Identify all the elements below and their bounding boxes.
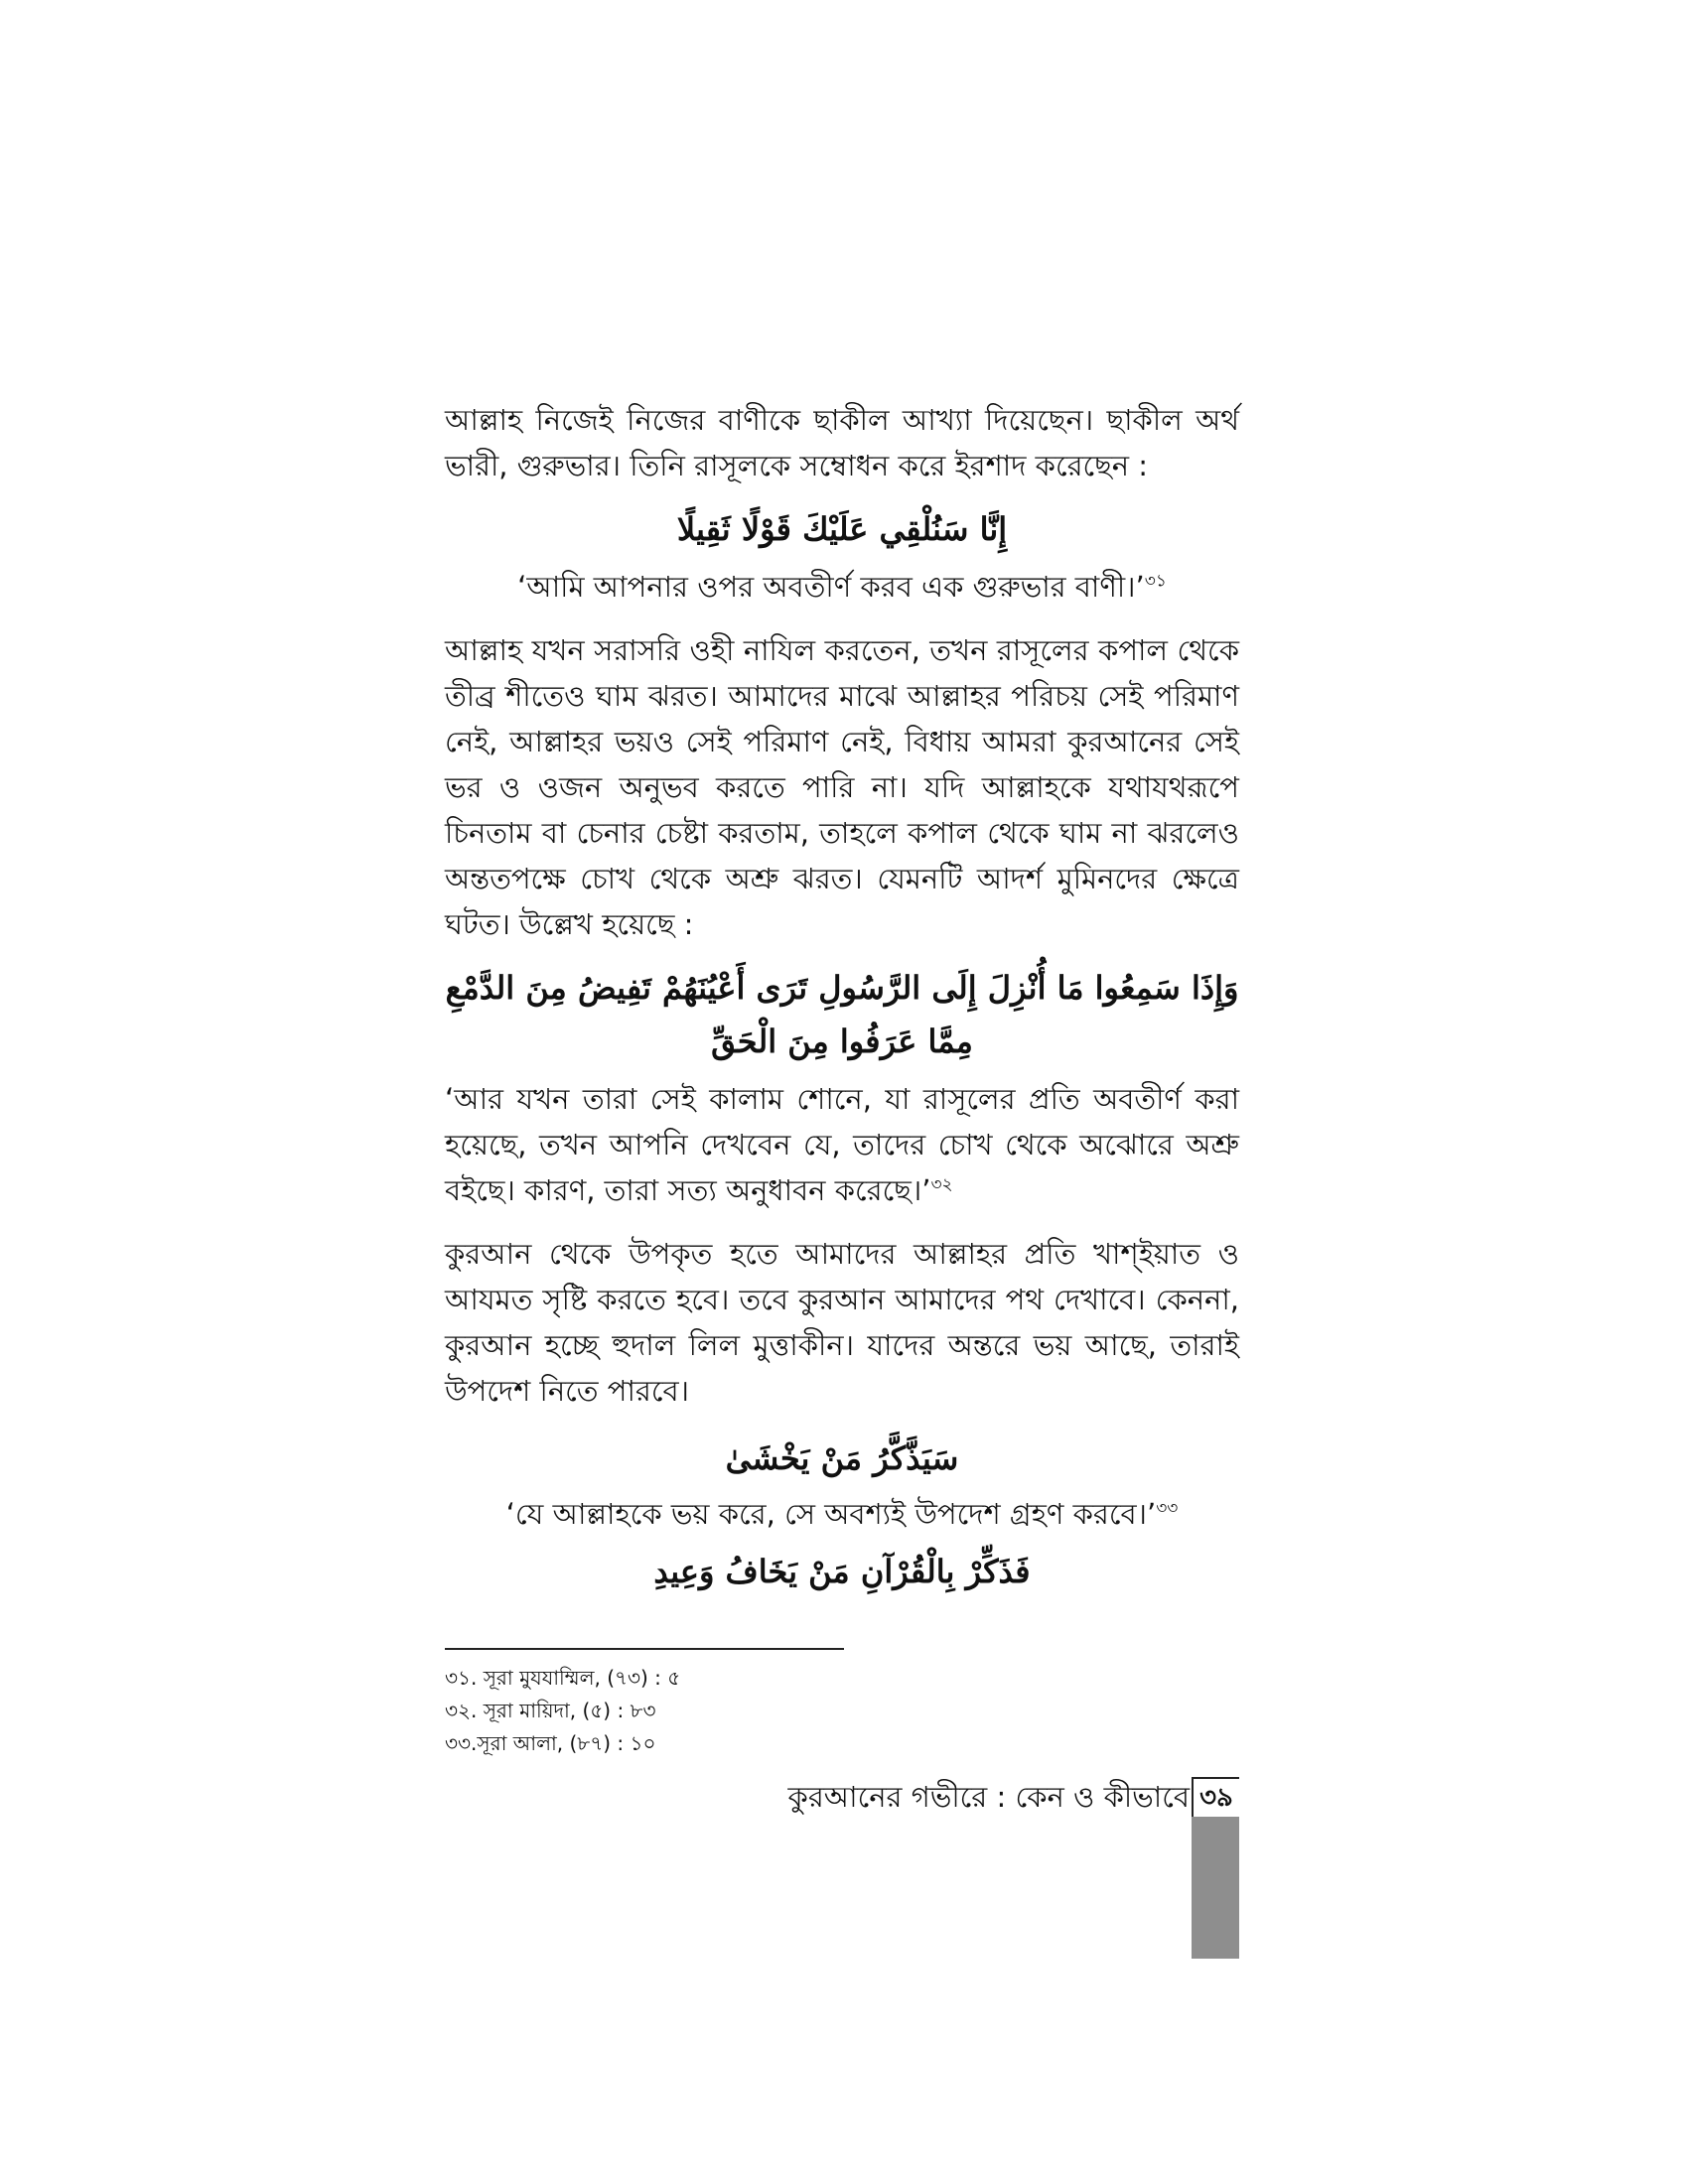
running-title: কুরআনের গভীরে : কেন ও কীভাবে xyxy=(787,1780,1190,1814)
quote-1 xyxy=(445,564,1239,610)
footnote-divider xyxy=(445,1648,844,1650)
arabic-verse-3: سَيَذَّكَّرُ مَنْ يَخْشَىٰ xyxy=(725,1439,959,1477)
quote-3-text: ‘যে আল্লাহকে ভয় করে, সে অবশ্যই উপদেশ গ্রহণ করবে।’ xyxy=(505,1497,1157,1531)
quote-3 xyxy=(445,1491,1239,1537)
paragraph-2: আল্লাহ যখন সরাসরি ওহী নাযিল করতেন, তখন রাসূলের কপাল থেকে তীব্র শীতেও ঘাম ঝরত। আমাদের মাঝে আল্লাহর পরিচয় সেই পরিমাণ নেই, আল্লাহর ভয়ও সেই পরিমাণ নেই, বিধায় আমরা কুরআনের সেই ভর ও ওজন অনুভব করতে পারি না। যদি আল্লাহকে যথাযথরূপে চিনতাম বা চেনার চেষ্টা করতাম, তাহলে কপাল থেকে ঘাম না ঝরলেও অন্ততপক্ষে চোখ থেকে অশ্রু ঝরত। যেমনটি আদর্শ মুমিনদের ক্ষেত্রে ঘটত। উল্লেখ হয়েছে : xyxy=(445,633,1239,941)
footnote-ref-33: ৩৩ xyxy=(1156,1498,1179,1519)
page-body xyxy=(445,397,1239,1598)
arabic-verse-2: وَإِذَا سَمِعُوا مَا أُنْزِلَ إِلَى الرَّسُولِ تَرَى أَعْيُنَهُمْ تَفِيضُ مِنَ الدَّمْعِ مِمَّا عَرَفُوا مِنَ الْحَقِّ xyxy=(445,969,1239,1060)
footnote-ref-31: ৩১ xyxy=(1144,571,1167,592)
footnote-32: ৩২. সূরা মায়িদা, (৫) : ৮৩ xyxy=(445,1699,656,1722)
footnote-ref-32: ৩২ xyxy=(930,1174,953,1195)
quote-1-text: ‘আমি আপনার ওপর অবতীর্ণ করব এক গুরুভার বাণী।’ xyxy=(517,570,1145,604)
paragraph-3-text: ‘আর যখন তারা সেই কালাম শোনে, যা রাসূলের প্রতি অবতীর্ণ করা হয়েছে, তখন আপনি দেখবেন যে, তাদের চোখ থেকে অঝোরে অশ্রু বইছে। কারণ, তারা সত্য অনুধাবন করেছে।’ xyxy=(445,1082,1239,1207)
paragraph-3 xyxy=(445,1076,1239,1213)
thumb-tab xyxy=(1192,1817,1239,1959)
arabic-verse-1: إِنَّا سَنُلْقِي عَلَيْكَ قَوْلًا ثَقِيلًا xyxy=(676,510,1008,548)
footnote-31: ৩১. সূরা মুযযাম্মিল, (৭৩) : ৫ xyxy=(445,1666,681,1690)
footnotes xyxy=(445,1662,680,1760)
page-number: ৩৯ xyxy=(1192,1777,1239,1817)
arabic-verse-4: فَذَكِّرْ بِالْقُرْآنِ مَنْ يَخَافُ وَعِيدِ xyxy=(653,1553,1031,1590)
paragraph-4: কুরআন থেকে উপকৃত হতে আমাদের আল্লাহর প্রতি খাশ্ইয়াত ও আযমত সৃষ্টি করতে হবে। তবে কুরআন আমাদের পথ দেখাবে। কেননা, কুরআন হচ্ছে হুদাল লিল মুত্তাকীন। যাদের অন্তরে ভয় আছে, তারাই উপদেশ নিতে পারবে। xyxy=(445,1237,1239,1408)
footnote-33: ৩৩.সূরা আলা, (৮৭) : ১০ xyxy=(445,1731,656,1755)
paragraph-1: আল্লাহ নিজেই নিজের বাণীকে ছাকীল আখ্যা দিয়েছেন। ছাকীল অর্থ ভারী, গুরুভার। তিনি রাসূলকে সম্বোধন করে ইরশাদ করেছেন : xyxy=(445,403,1239,482)
